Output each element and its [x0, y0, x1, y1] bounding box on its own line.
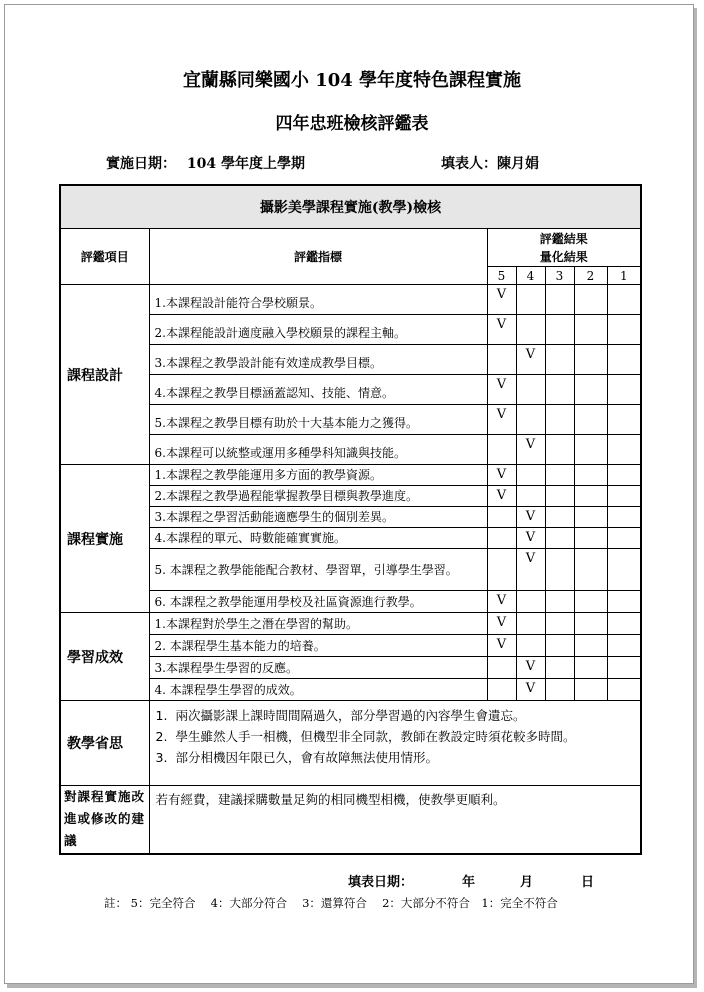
indicator-text: 6.本課程可以統整或運用多種學科知識與技能。 [149, 435, 487, 465]
score-cell-3 [545, 657, 574, 679]
score-cell-4 [516, 528, 545, 549]
score-header-4: 4 [516, 267, 545, 285]
meta-date [106, 153, 305, 173]
check-mark: V [525, 681, 536, 696]
score-cell-5 [487, 435, 516, 465]
score-cell-2 [574, 591, 607, 613]
reflection-item-num: 3. [155, 750, 168, 765]
score-cell-3 [545, 486, 574, 507]
score-cell-2 [574, 405, 607, 435]
reflection-item-text: 兩次攝影課上課時間間隔過久，部分學習過的內容學生會遺忘。 [175, 708, 526, 723]
document-subtitle: 四年忠班檢核評鑑表 [275, 114, 429, 134]
check-mark: V [496, 467, 507, 482]
score-cell-3 [545, 435, 574, 465]
category-label: 學習成效 [60, 613, 149, 701]
reflection-item-text: 部分相機因年限已久，會有故障無法使用情形。 [175, 750, 439, 765]
score-cell-2 [574, 635, 607, 657]
score-cell-3 [545, 345, 574, 375]
score-cell-1 [607, 679, 641, 701]
check-mark: V [525, 551, 536, 566]
score-cell-3 [545, 613, 574, 635]
evaluation-table [59, 184, 642, 855]
footer-day: 日 [581, 875, 595, 890]
score-header-3: 3 [545, 267, 574, 285]
score-cell-3 [545, 405, 574, 435]
indicator-text: 1.本課程設計能符合學校願景。 [149, 285, 487, 315]
reflection-item [156, 747, 635, 768]
score-cell-1 [607, 345, 641, 375]
column-header-indicator: 評鑑指標 [149, 229, 487, 285]
score-cell-2 [574, 435, 607, 465]
score-cell-5 [487, 679, 516, 701]
score-cell-5 [487, 591, 516, 613]
score-cell-2 [574, 549, 607, 591]
score-cell-5 [487, 465, 516, 486]
table-row [60, 613, 641, 635]
score-cell-2 [574, 345, 607, 375]
meta-date-label: 實施日期： [106, 156, 176, 172]
score-cell-1 [607, 486, 641, 507]
score-cell-5 [487, 528, 516, 549]
score-cell-5 [487, 613, 516, 635]
meta-filler-value: 陳月娟 [497, 156, 539, 172]
reflection-label: 教學省思 [60, 701, 149, 786]
score-cell-3 [545, 285, 574, 315]
score-cell-5 [487, 405, 516, 435]
check-mark: V [525, 659, 536, 674]
score-cell-5 [487, 345, 516, 375]
score-cell-3 [545, 635, 574, 657]
score-cell-2 [574, 285, 607, 315]
score-cell-4 [516, 657, 545, 679]
check-mark: V [525, 530, 536, 545]
score-cell-1 [607, 507, 641, 528]
score-cell-2 [574, 613, 607, 635]
meta-filler [441, 153, 539, 173]
indicator-text: 3.本課程學生學習的反應。 [149, 657, 487, 679]
score-cell-5 [487, 635, 516, 657]
score-cell-1 [607, 315, 641, 345]
suggestion-label: 對課程實施改進或修改的建議 [60, 786, 149, 854]
category-label: 課程設計 [60, 285, 149, 465]
score-cell-4 [516, 405, 545, 435]
reflection-item-num: 1. [155, 708, 168, 723]
score-cell-3 [545, 528, 574, 549]
score-header-5: 5 [487, 267, 516, 285]
check-mark: V [496, 615, 507, 630]
score-cell-3 [545, 507, 574, 528]
score-cell-3 [545, 549, 574, 591]
score-cell-1 [607, 375, 641, 405]
score-cell-1 [607, 549, 641, 591]
score-cell-4 [516, 613, 545, 635]
check-mark: V [496, 317, 507, 332]
score-cell-2 [574, 486, 607, 507]
suggestion-content: 若有經費，建議採購數量足夠的相同機型相機，使教學更順利。 [149, 786, 641, 854]
check-mark: V [525, 437, 536, 452]
footer-note: 註： 5：完全符合 4：大部分符合 3：還算符合 2：大部分不符合 1：完全不符合 [104, 896, 558, 910]
score-cell-3 [545, 465, 574, 486]
score-cell-5 [487, 507, 516, 528]
table-row [60, 285, 641, 315]
table-row [60, 465, 641, 486]
score-cell-3 [545, 591, 574, 613]
score-cell-4 [516, 679, 545, 701]
indicator-text: 1.本課程之教學能運用多方面的教學資源。 [149, 465, 487, 486]
score-cell-5 [487, 486, 516, 507]
score-cell-1 [607, 635, 641, 657]
score-cell-1 [607, 435, 641, 465]
category-label: 課程實施 [60, 465, 149, 613]
score-cell-4 [516, 549, 545, 591]
document-title: 宜蘭縣同樂國小 104 學年度特色課程實施 [182, 70, 522, 91]
column-header-result [487, 229, 641, 267]
check-mark: V [496, 287, 507, 302]
check-mark: V [496, 637, 507, 652]
score-cell-4 [516, 435, 545, 465]
score-cell-1 [607, 657, 641, 679]
reflection-item [156, 705, 635, 726]
meta-date-value: 104 學年度上學期 [186, 156, 305, 172]
score-header-1: 1 [607, 267, 641, 285]
reflection-content [149, 701, 641, 786]
score-cell-2 [574, 657, 607, 679]
indicator-text: 2. 本課程學生基本能力的培養。 [149, 635, 487, 657]
check-mark: V [496, 593, 507, 608]
section-title: 攝影美學課程實施(教學)檢核 [60, 185, 641, 229]
score-cell-1 [607, 285, 641, 315]
score-cell-2 [574, 528, 607, 549]
score-cell-1 [607, 465, 641, 486]
score-cell-2 [574, 679, 607, 701]
score-cell-4 [516, 285, 545, 315]
score-cell-4 [516, 486, 545, 507]
score-cell-5 [487, 375, 516, 405]
indicator-text: 4.本課程之教學目標涵蓋認知、技能、情意。 [149, 375, 487, 405]
indicator-text: 5.本課程之教學目標有助於十大基本能力之獲得。 [149, 405, 487, 435]
score-cell-5 [487, 285, 516, 315]
indicator-text: 4.本課程的單元、時數能確實實施。 [149, 528, 487, 549]
score-cell-1 [607, 613, 641, 635]
score-cell-5 [487, 549, 516, 591]
indicator-text: 6. 本課程之教學能運用學校及社區資源進行教學。 [149, 591, 487, 613]
indicator-text: 4. 本課程學生學習的成效。 [149, 679, 487, 701]
score-cell-1 [607, 405, 641, 435]
score-cell-4 [516, 507, 545, 528]
score-cell-2 [574, 507, 607, 528]
score-cell-4 [516, 315, 545, 345]
score-cell-2 [574, 465, 607, 486]
check-mark: V [525, 347, 536, 362]
score-cell-4 [516, 375, 545, 405]
reflection-item [156, 726, 635, 747]
check-mark: V [525, 509, 536, 524]
score-cell-1 [607, 591, 641, 613]
indicator-text: 1.本課程對於學生之潛在學習的幫助。 [149, 613, 487, 635]
score-cell-2 [574, 315, 607, 345]
indicator-text: 3.本課程之教學設計能有效達成教學目標。 [149, 345, 487, 375]
score-header-2: 2 [574, 267, 607, 285]
column-header-item: 評鑑項目 [60, 229, 149, 285]
score-cell-2 [574, 375, 607, 405]
check-mark: V [496, 377, 507, 392]
score-cell-4 [516, 465, 545, 486]
score-cell-5 [487, 315, 516, 345]
score-cell-1 [607, 528, 641, 549]
footer-date-label: 填表日期： [348, 875, 414, 890]
score-cell-4 [516, 591, 545, 613]
result-header-line1: 評鑑結果 [539, 231, 588, 246]
indicator-text: 2.本課程能設計適度融入學校願景的課程主軸。 [149, 315, 487, 345]
footer-month: 月 [520, 875, 534, 890]
meta-filler-label: 填表人： [441, 156, 497, 172]
score-cell-3 [545, 375, 574, 405]
check-mark: V [496, 488, 507, 503]
indicator-text: 2.本課程之教學過程能掌握教學目標與教學進度。 [149, 486, 487, 507]
score-cell-4 [516, 635, 545, 657]
score-cell-4 [516, 345, 545, 375]
check-mark: V [496, 407, 507, 422]
indicator-text: 5. 本課程之教學能能配合教材、學習單，引導學生學習。 [149, 549, 487, 591]
score-cell-3 [545, 315, 574, 345]
reflection-item-num: 2. [155, 729, 168, 744]
footer-year: 年 [462, 875, 476, 890]
indicator-text: 3.本課程之學習活動能適應學生的個別差異。 [149, 507, 487, 528]
reflection-item-text: 學生雖然人手一相機，但機型非全同款，教師在教設定時須花較多時間。 [175, 729, 576, 744]
score-cell-3 [545, 679, 574, 701]
score-cell-5 [487, 657, 516, 679]
result-header-line2: 量化結果 [539, 249, 588, 264]
